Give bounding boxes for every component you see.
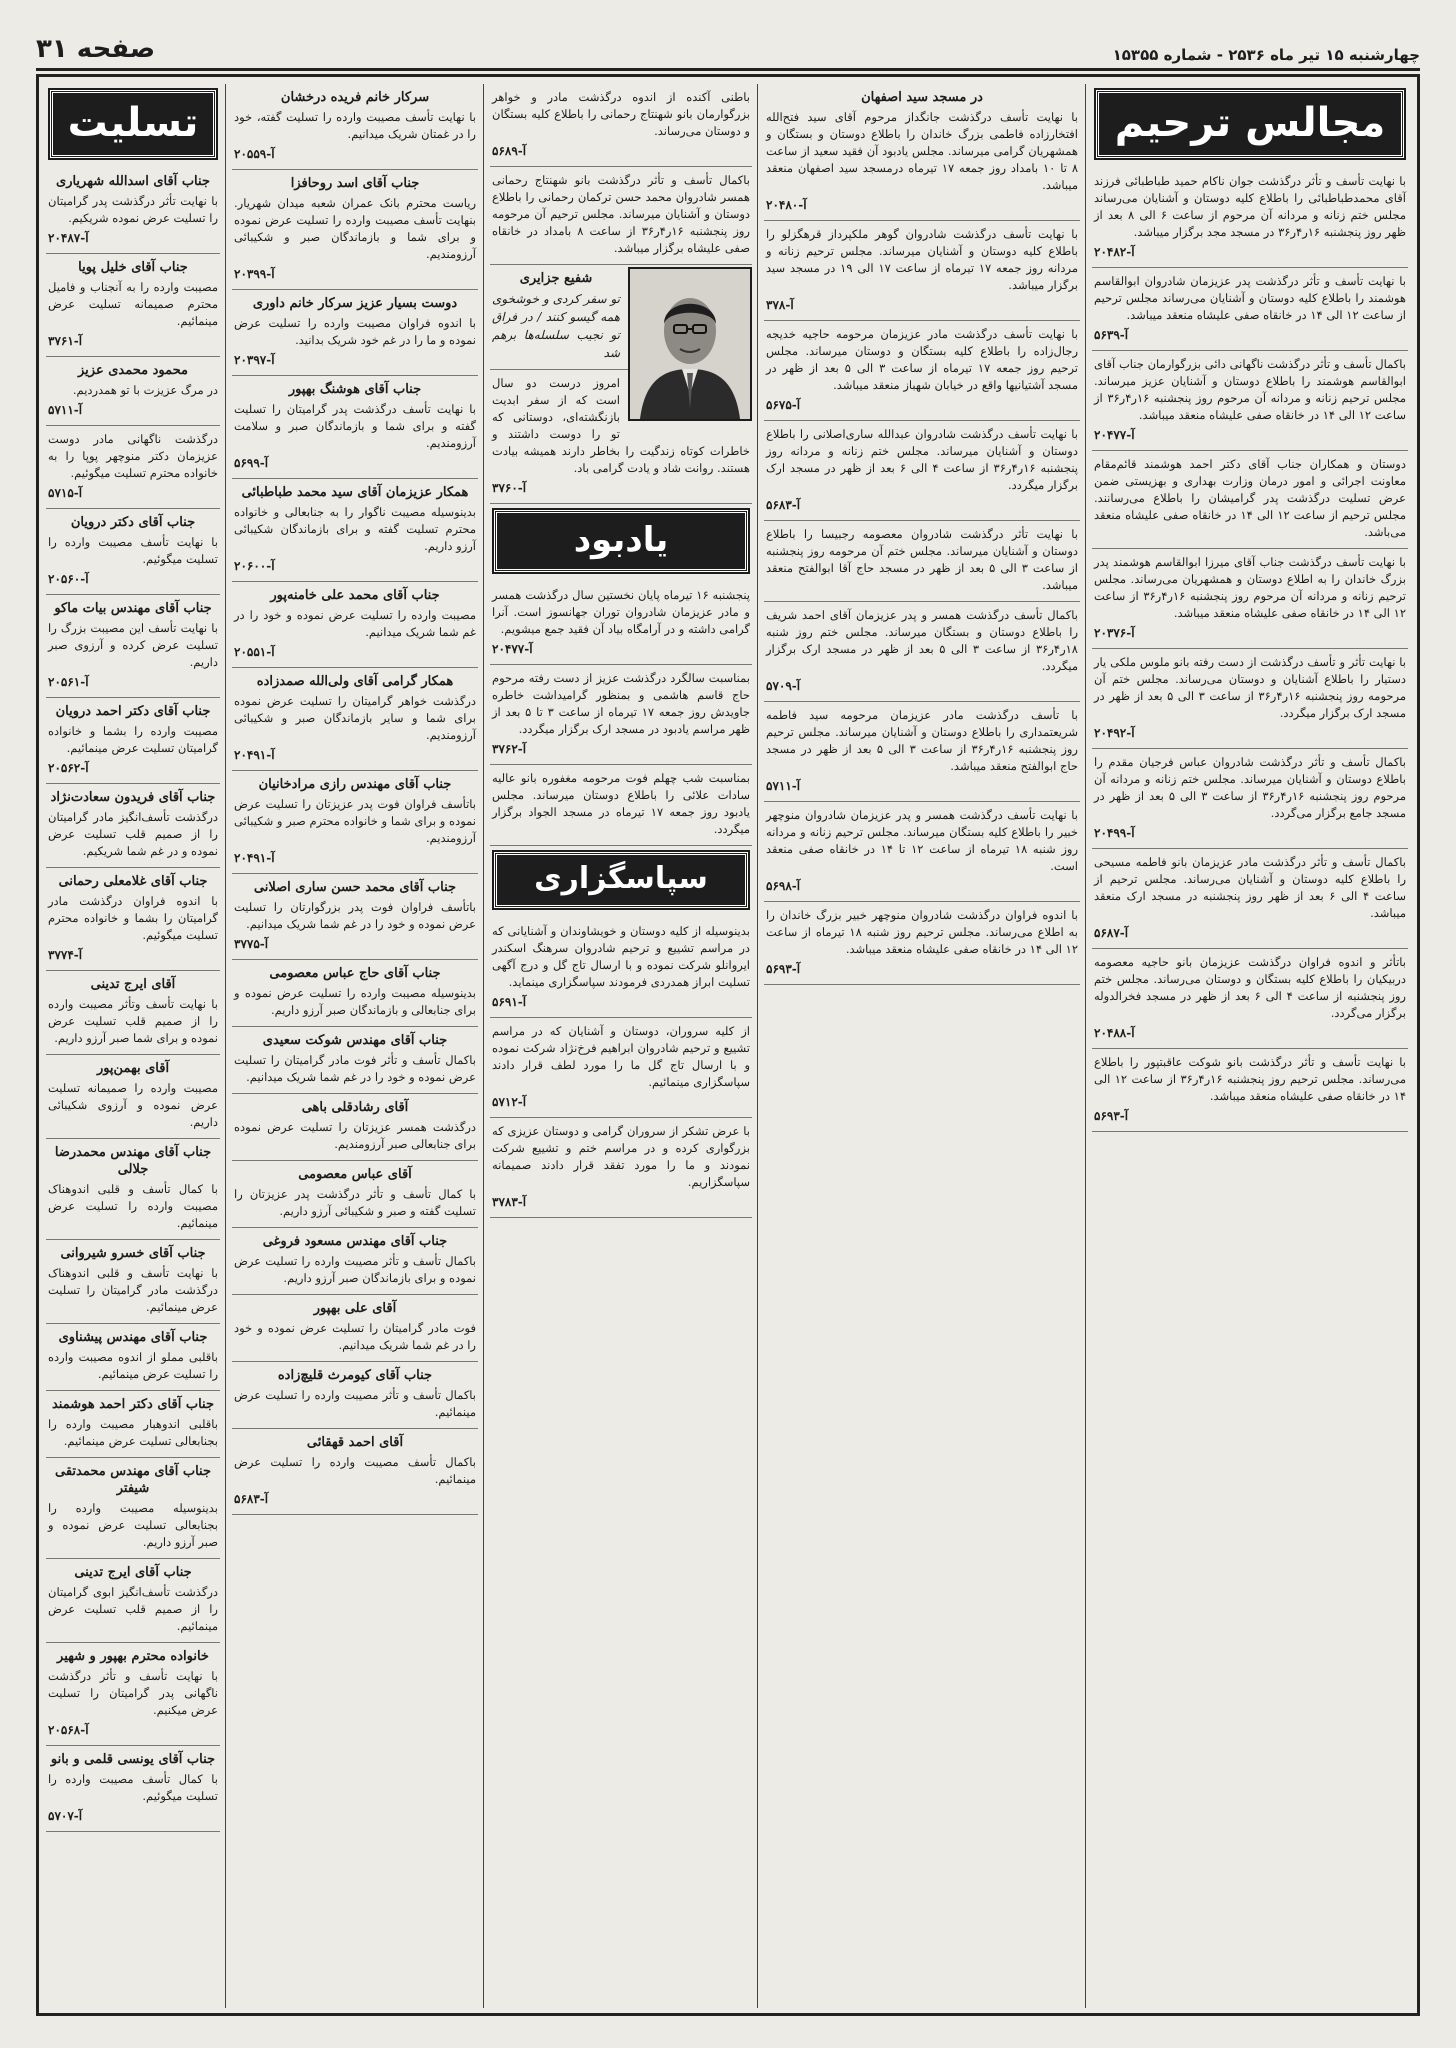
- notice-body: با تأسف درگذشت مادر عزیزمان مرحومه سید فاطمه شریعتمداری را باطلاع دوستان و آشنایان میرساند. مجلس ترحیم روز پنجشنبه ۱۶ر۴ر۳۶ از ساعت ۳ الی ۵ بعد از ظهر در مسجد حاج ابوالفتح منعقد میباشد.: [766, 708, 1078, 773]
- notice: [46, 254, 220, 357]
- masthead: [36, 30, 1420, 71]
- notice-title: محمود محمدی عزیز: [77, 363, 189, 378]
- notice-body: ریاست محترم بانک عمران شعبه میدان شهریار. بنهایت تأسف مصیبت وارده را تسلیت عرض نموده و برای شما و بازماندگان صبر و شکیبائی آرزومندیم.: [234, 196, 476, 261]
- notice-reference: آ-۲۰۵۶۰: [48, 572, 89, 586]
- notice: [46, 357, 220, 426]
- notice: [1092, 351, 1408, 451]
- notice-reference: آ-۲۰۳۹۷: [234, 353, 275, 367]
- notice-body: با اندوه فراوان درگذشت شادروان منوچهر خبیر بزرگ خاندان را به اطلاع می‌رساند. مجلس ترحیم روز شنبه ۱۸ تیرماه از ساعت ۱۲ الی ۱۴ در خانقاه صفی علیشاه منعقد میباشد.: [766, 908, 1079, 956]
- notice-body: با نهایت تأسف درگذشت شادروان عبدالله ساری‌اصلانی را باطلاع دوستان و آشنایان میرساند. مجلس ختم زنانه و مردانه روز پنجشنبه ۱۶ر۴ر۳۶ از ساعت ۴ الی ۶ بعد از ظهر در مسجد ارک برگزار میگردد.: [766, 427, 1078, 492]
- column-5: [46, 84, 220, 2008]
- notice: [232, 1228, 478, 1295]
- notice-body: تو سفر کردی و خوشخوی همه گیسو کنند / در فراق تو نجیب سلسله‌ها برهم شد: [492, 292, 620, 360]
- notice-title: جناب آقای هوشنگ بهپور: [288, 382, 422, 397]
- notice: [764, 602, 1080, 702]
- notice-reference: آ-۲۰۶۰۰: [234, 559, 275, 573]
- notice-body: مصیبت وارده را به آنجناب و فامیل محترم صمیمانه تسلیت عرض مینمائیم.: [48, 280, 218, 328]
- notice-reference: آ-۵۶۳۹: [1094, 328, 1129, 342]
- notice-title: شفیع جزایری: [519, 271, 593, 286]
- notice-title: جناب آقای کیومرث قلیچ‌زاده: [277, 1368, 433, 1383]
- notice-body: فوت مادر گرامیتان را تسلیت عرض نموده و خود را در غم شما شریک میدانیم.: [234, 1321, 476, 1352]
- notice-body: با نهایت تأسف درگذشت جناب آقای میرزا ابوالقاسم هوشمند پدر بزرگ خاندان را به اطلاع دوستان و همشهریان می‌رساند. مجلس ترحیم زنانه و مردانه آن مرحوم روز پنجشنبه ۱۶ر۴ر۳۶ از ساعت ۱۲ الی ۱۴ در خانقاه صفی علیشاه منعقد میباشد.: [1094, 555, 1406, 620]
- notice-title: آقای عباس معصومی: [298, 1167, 412, 1182]
- notice-title: جناب آقای یونسی قلمی و بانو: [50, 1752, 216, 1767]
- notice: [764, 421, 1080, 521]
- notice: [490, 665, 752, 765]
- notice-body: بدینوسیله مصیبت وارده را بجنابعالی تسلیت عرض نموده و صبر آرزو داریم.: [48, 1501, 218, 1549]
- notice-title: جناب آقای غلامعلی رحمانی: [58, 874, 208, 889]
- notice-body: با نهایت تأثر و تأسف درگذشت از دست رفته بانو ملوس ملکی یار دستیار را باطلاع آشنایان و دوستان می‌رساند. مجلس ختم آن مرحومه روز پنجشنبه ۱۶ر۴ر۳۶ از ساعت ۳ الی ۵ بعد از ظهر در مسجد ارک برگزار میگردد.: [1094, 655, 1406, 720]
- notice-body: با نهایت تأثر درگذشت شادروان معصومه رجبیسا را باطلاع دوستان و آشنایان میرساند. مجلس ختم آن مرحومه روز پنجشنبه از ساعت ۳ الی ۵ بعد از ظهر در مسجد حاج آقا ابوالفتح منعقد میباشد.: [766, 527, 1078, 592]
- notice-reference: آ-۲۰۴۸۲: [1094, 245, 1135, 259]
- notice: [46, 1746, 220, 1832]
- notice-body: با اندوه فراوان درگذشت مادر گرامیتان را بشما و خانواده محترم تسلیت میگوئیم.: [48, 894, 218, 942]
- notice-title: در مسجد سید اصفهان: [861, 90, 983, 105]
- notice-title: جناب آقای حاج عباس معصومی: [269, 966, 441, 981]
- column-2: [764, 84, 1080, 2008]
- notice: [764, 84, 1080, 221]
- notice-body: با نهایت تأسف و تأثر درگذشت بانو شوکت عاقبتپور را باطلاع می‌رساند. مجلس ترحیم روز پنجشنبه ۱۶ر۴ر۳۶ از ساعت ۱۲ الی ۱۴ در خانقاه صفی علیشاه منعقد میباشد.: [1094, 1055, 1406, 1103]
- notices-list: [490, 918, 752, 1218]
- notice-title: جناب آقای محمد حسن ساری اصلانی: [253, 880, 457, 895]
- notice: [1092, 168, 1408, 268]
- notice: [764, 221, 1080, 321]
- notice-reference: آ-۵۶۸۳: [766, 498, 801, 512]
- notice-title: جناب آقای ایرج تدینی: [74, 1565, 192, 1580]
- notice-body: با کمال تأسف و تأثر درگذشت پدر عزیزتان را تسلیت گفته و صبر و شکیبائی آرزو داریم.: [234, 1187, 476, 1218]
- notice-reference: آ-۲۰۴۹۱: [234, 748, 275, 762]
- notice-body: بدینوسیله از کلیه دوستان و خویشاوندان و آشنایانی که در مراسم تشییع و ترحیم شادروان سرهنگ اسکندر ایروانلو شرکت نموده و با ارسال تاج گل و درج آگهی تسلیت ابراز همدردی فرمودند سپاسگزاری مینماید.: [492, 924, 750, 989]
- page-number: صفحه ۳۱: [36, 34, 156, 64]
- notice-body: از کلیه سروران، دوستان و آشنایان که در مراسم تشییع و ترحیم شادروان ابراهیم فرخ‌نژاد شرکت نموده و با ارسال تاج گل ما را مورد لطف قرار دادند سپاسگزاری مینمائیم.: [492, 1024, 750, 1089]
- notice-body: باطنی آکنده از اندوه درگذشت مادر و خواهر بزرگوارمان بانو شهنتاج رحمانی را باطلاع کلیه بستگان و دوستان می‌رساند.: [492, 90, 750, 138]
- notice-title: همکار عزیزمان آقای سید محمد طباطبائی: [241, 485, 469, 500]
- notice-reference: آ-۵۷۱۵: [48, 486, 83, 500]
- section-banner-tasliat: تسلیت: [50, 90, 216, 158]
- section-banner-majales: مجالس ترحیم: [1096, 90, 1404, 158]
- notices-list: [1092, 168, 1408, 1132]
- notice-body: باکمال تأسف و تأثر درگذشت ناگهانی دائی بزرگوارمان جناب آقای ابوالقاسم هوشمند را باطلاع دوستان و آشنایان عزیز میرساند. مجلس ترحیم زنانه و مردانه آن مرحوم روز پنجشنبه ۱۶ر۴ر۳۶ از ساعت ۱۲ الی ۱۴ در خانقاه صفی علیشاه منعقد میباشد.: [1094, 357, 1407, 422]
- notice: [764, 521, 1080, 602]
- notice-reference: آ-۵۷۱۱: [48, 403, 83, 417]
- notice: [46, 595, 220, 698]
- notice: [232, 582, 478, 668]
- notice: [232, 1027, 478, 1094]
- notice-reference: آ-۵۶۹۸: [766, 879, 801, 893]
- notice-title: جناب آقای فریدون سعادت‌نژاد: [50, 790, 216, 805]
- notice-body: باتأثر و اندوه فراوان درگذشت عزیزمان بانو حاجیه معصومه دربیکیان را باطلاع کلیه بستگان و دوستان می‌رساند. مجلس ختم روز پنجشنبه از ساعت ۴ الی ۶ بعد از ظهر در مسجد فخرالدوله برگزار می‌گردد.: [1094, 955, 1406, 1020]
- notice-reference: آ-۵۶۸۹: [492, 144, 527, 158]
- notice: [232, 771, 478, 874]
- notice-title: آقای ایرج تدینی: [90, 977, 176, 992]
- notice-reference: آ-۲۰۴۹۲: [1094, 726, 1135, 740]
- notices-list: [490, 84, 752, 265]
- notice: [46, 1055, 220, 1139]
- notice: [764, 702, 1080, 802]
- notice-title: جناب آقای خسرو شیروانی: [60, 1246, 206, 1261]
- notice-body: باکمال تأسف مصیبت وارده را تسلیت عرض مینمائیم.: [234, 1455, 476, 1486]
- notice: [46, 868, 220, 971]
- notice-body: با نهایت تأسف مصیبت وارده را تسلیت میگوئیم.: [48, 535, 218, 566]
- notice: [490, 765, 752, 846]
- notice: [232, 376, 478, 479]
- section-banner-yadbood: یادبود: [494, 510, 748, 572]
- notice-reference: آ-۵۶۹۹: [234, 456, 269, 470]
- notice-body: با نهایت تأثر درگذشت پدر گرامیتان را تسلیت عرض نموده شریکیم.: [48, 194, 218, 225]
- notice-reference: آ-۳۷۸: [766, 298, 794, 312]
- notice-title: آقای رشادقلی باهی: [301, 1100, 409, 1115]
- notice-reference: آ-۲۰۴۸۸: [1094, 1026, 1135, 1040]
- notice-title: جناب آقای اسدالله شهریاری: [56, 174, 210, 189]
- notice: [46, 698, 220, 784]
- notice: [232, 84, 478, 170]
- notice: [490, 1018, 752, 1118]
- notice-reference: آ-۵۶۸۳: [234, 1492, 269, 1506]
- notice: [232, 1161, 478, 1228]
- column-3: [490, 84, 752, 2008]
- notice: [1092, 451, 1408, 549]
- notice-body: باکمال تأسف و تأثر مصیبت وارده را تسلیت عرض نموده و برای بازماندگان صبر آرزو داریم.: [234, 1254, 476, 1285]
- notice-body: با نهایت تأسف و تأثر درگذشت ناگهانی پدر گرامیتان را تسلیت عرض میکنیم.: [48, 1669, 218, 1717]
- notice-title: جناب آقای دکتر احمد درویان: [55, 704, 211, 719]
- notice-title: جناب آقای مهندس شوکت سعیدی: [262, 1033, 448, 1048]
- notice-reference: آ-۲۰۴۸۰: [766, 198, 807, 212]
- notice-reference: آ-۳۷۶۲: [492, 742, 527, 756]
- notice-reference: آ-۲۰۴۷۷: [492, 642, 533, 656]
- notices-list: [232, 84, 478, 1515]
- notice-reference: آ-۲۰۵۶۲: [48, 761, 89, 775]
- notice: [232, 170, 478, 290]
- notice-title: خانواده محترم بهپور و شهیر: [57, 1649, 209, 1664]
- notice-body: باتأسف فراوان فوت پدر بزرگوارتان را تسلیت عرض نموده و خود را در غم شما شریک میدانیم.: [234, 900, 476, 931]
- portrait-photo: [628, 267, 752, 421]
- notice-title: جناب آقای دکتر درویان: [70, 515, 196, 530]
- notice-body: با نهایت تأسف مصیبت وارده را تسلیت گفته، خود را در غمتان شریک میدانیم.: [234, 110, 476, 141]
- notice: [46, 1458, 220, 1559]
- notice-body: باکمال تأسف و تأثر درگذشت بانو شهنتاج رحمانی همسر شادروان محمد حسن ترکمان رحمانی را باطلاع دوستان و آشنایان میرساند. مجلس ترحیم آن مرحومه روز پنجشنبه ۱۶ر۴ر۳۶ از ساعت ۸ بامداد در خانقاه صفی علیشاه برگزار میباشد.: [492, 173, 750, 255]
- notice: [490, 582, 752, 665]
- notice-reference: آ-۳۷۷۴: [48, 948, 83, 962]
- notice-body: درگذشت همسر عزیزتان را تسلیت عرض نموده برای جنابعالی صبر آرزومندیم.: [234, 1120, 476, 1151]
- notices-list: [490, 582, 752, 846]
- notice-reference: آ-۳۷۸۳: [492, 1195, 527, 1209]
- notice-body: مصیبت وارده را بشما و خانواده گرامیتان تسلیت عرض مینمائیم.: [48, 724, 218, 755]
- notice: [1092, 649, 1408, 749]
- notice-body: درگذشت ناگهانی مادر دوست عزیزمان دکتر منوچهر پوپا را به خانواده محترم تسلیت میگوئیم.: [48, 432, 218, 480]
- notice-body: بدینوسیله مصیبت ناگوار را به جنابعالی و خانواده محترم تسلیت گفته و برای بازماندگان شکیبائی آرزو داریم.: [234, 505, 476, 553]
- notice-body: باقلبی مملو از اندوه مصیبت وارده را تسلیت عرض مینمائیم.: [48, 1350, 218, 1381]
- notice-body: باتأسف فراوان فوت پدر عزیزتان را تسلیت عرض نموده و برای شما و خانواده محترم صبر و شکیبائی آرزومندیم.: [234, 797, 476, 845]
- notice: [490, 918, 752, 1018]
- notice-body: با نهایت تأسف وتأثر مصیبت وارده را از صمیم قلب تسلیت عرض نموده و برای شما صبر آرزو داریم.: [48, 997, 218, 1045]
- notice-reference: آ-۳۷۶۱: [48, 334, 83, 348]
- notice: [46, 784, 220, 868]
- notice-body: درگذشت تأسف‌انگیز ابوی گرامیتان را از صمیم قلب تسلیت عرض مینمائیم.: [48, 1585, 218, 1633]
- notice-body: امروز درست دو سال است که از سفر ابدیت بازنگشته‌ای، دوستانی که تو را دوست داشتند و خاطرات کوتاه زندگیت را بخاطر دارند همیشه بیادت هستند. روانت شاد و یادت گرامی باد.: [492, 376, 750, 475]
- notice-body: با نهایت تأسف درگذشت شادروان گوهر ملکپرداز قرهگزلو را باطلاع کلیه دوستان و آشنایان میرساند. مجلس ترحیم زنانه و مردانه روز جمعه ۱۷ تیرماه از ساعت ۱۷ الی ۱۹ در مسجد سید برگزار میباشد.: [766, 227, 1078, 292]
- notice: [46, 1324, 220, 1391]
- notice-body: باکمال تأسف و تأثر فوت مادر گرامیتان را تسلیت عرض نموده و خود را در غم شما شریک میدانیم.: [234, 1053, 476, 1084]
- notice: [232, 1362, 478, 1429]
- notice: [764, 802, 1080, 902]
- notice: [232, 668, 478, 771]
- notice-reference: آ-۵۷۰۷: [48, 1809, 83, 1823]
- notice: [232, 1295, 478, 1362]
- notice-body: با کمال تأسف و قلبی اندوهناک مصیبت وارده را تسلیت عرض مینمائیم.: [48, 1182, 218, 1230]
- notice-reference: آ-۲۰۵۵۱: [234, 645, 275, 659]
- issue-date: چهارشنبه ۱۵ تیر ماه ۲۵۳۶ - شماره ۱۵۳۵۵: [1112, 46, 1420, 64]
- notice: [232, 479, 478, 582]
- notice: [46, 1391, 220, 1458]
- notice: [46, 971, 220, 1055]
- notice: [232, 1429, 478, 1515]
- notice-title: دوست بسیار عزیز سرکار خانم داوری: [252, 296, 458, 311]
- notice-body: با نهایت تأسف درگذشت پدر گرامیتان را تسلیت گفته و برای شما و بازماندگان صبر و سلامت آرزومندیم.: [234, 402, 476, 450]
- notice-reference: آ-۲۰۴۷۷: [1094, 428, 1135, 442]
- notice: [1092, 749, 1408, 849]
- notice: [232, 1094, 478, 1161]
- notice-reference: آ-۵۶۸۷: [1094, 926, 1129, 940]
- notice-reference: آ-۲۰۵۶۸: [48, 1723, 89, 1737]
- notice: [490, 1118, 752, 1218]
- notice-title: آقای بهمن‌پور: [96, 1061, 170, 1076]
- notice: [46, 1643, 220, 1746]
- notice-body: با نهایت تأسف درگذشت همسر و پدر عزیزمان شادروان منوچهر خبیر را باطلاع کلیه بستگان میرساند. مجلس ترحیم زنانه و مردانه روز شنبه ۱۸ تیرماه از ساعت ۱۲ تا ۱۴ در خانقاه صفی منعقد است.: [766, 808, 1079, 873]
- notice: [46, 509, 220, 595]
- notice-title: جناب آقای دکتر احمد هوشمند: [51, 1397, 214, 1412]
- notice-body: با عرض تشکر از سروران گرامی و دوستان عزیزی که بزرگواری کرده و در مراسم ختم و تشییع شرکت نمودند و ما را مورد تفقد قرار دادند صمیمانه سپاسگزاریم.: [492, 1124, 750, 1189]
- notice-reference: آ-۵۶۹۳: [766, 962, 801, 976]
- notice-title: جناب آقای خلیل پویا: [78, 260, 188, 275]
- notice-title: جناب آقای محمد علی خامنه‌پور: [270, 588, 440, 603]
- notice: [764, 902, 1080, 985]
- notice-body: با اندوه فراوان مصیبت وارده را تسلیت عرض نموده و ما را در غم خود شریک بدانید.: [234, 316, 476, 347]
- column-4: [232, 84, 478, 2008]
- notices-list: [764, 84, 1080, 985]
- notice-reference: آ-۲۰۴۹۹: [1094, 826, 1135, 840]
- notice-body: باکمال تأسف و تأثر درگذشت مادر عزیزمان بانو فاطمه مسیحی را باطلاع کلیه دوستان و آشنایان می‌رساند. مجلس ترحیم از ساعت ۴ الی ۶ بعد از ظهر روز پنجشنبه در مسجد ارک منعقد میباشد.: [1094, 855, 1406, 920]
- notice-title: همکار گرامی آقای ولی‌الله صمدزاده: [256, 674, 454, 689]
- notice-body: درگذشت تأسف‌انگیز مادر گرامیتان را از صمیم قلب تسلیت عرض نموده و در غم شما شریکیم.: [48, 810, 218, 858]
- notice: [1092, 268, 1408, 351]
- notice: [46, 1139, 220, 1240]
- notice-body: مصیبت وارده را صمیمانه تسلیت عرض نموده و آرزوی شکیبائی داریم.: [48, 1081, 218, 1129]
- notice: [232, 960, 478, 1027]
- notice-title: جناب آقای مهندس محمدتقی شیفتر: [55, 1464, 211, 1496]
- notice-title: جناب آقای مهندس پیشناوی: [58, 1330, 208, 1345]
- notice-reference: آ-۵۶۹۳: [1094, 1109, 1129, 1123]
- notice-title: جناب آقای مهندس مسعود فروغی: [262, 1234, 448, 1249]
- notice-reference: آ-۵۶۹۱: [492, 995, 527, 1009]
- notice-reference: آ-۲۰۳۷۶: [1094, 626, 1135, 640]
- notice-body: بمناسبت سالگرد درگذشت عزیز از دست رفته مرحوم حاج قاسم هاشمی و بمنظور گرامیداشت خاطره جاویدش روز جمعه ۱۷ تیرماه از ساعت ۳ تا ۵ بعد از ظهر مراسم یادبود در مسجد ارک برگزار میگردد.: [492, 671, 751, 736]
- notice: [232, 874, 478, 960]
- notice-body: مصیبت وارده را تسلیت عرض نموده و خود را در غم شما شریک میدانیم.: [234, 608, 476, 639]
- notice-reference: آ-۳۷۷۵: [234, 937, 269, 951]
- notice-reference: آ-۲۰۵۶۱: [48, 675, 89, 689]
- notice: [490, 167, 752, 265]
- notice-body: باقلبی اندوهبار مصیبت وارده را بجنابعالی تسلیت عرض مینمائیم.: [48, 1417, 218, 1448]
- notice: [46, 426, 220, 509]
- notice-body: پنجشنبه ۱۶ تیرماه پایان نخستین سال درگذشت همسر و مادر عزیزمان شادروان توران جهانسوز است. آنرا گرامی داشته و در آرامگاه بیاد آن فقید جمع میشویم.: [492, 588, 750, 636]
- notice-body: با نهایت تأسف درگذشت جانگداز مرحوم آقای سید فتح‌الله افتخارزاده فاطمی بزرگ خاندان را باطلاع دوستان و بستگان و همشهریان گرامی میرساند. مجلس یادبود آن فقید سعید از ساعت ۸ تا ۱۰ بامداد روز جمعه ۱۷ تیرماه درمسجد سید اصفهان منعقد میباشد.: [766, 110, 1078, 192]
- notice-reference: آ-۵۷۱۲: [492, 1095, 527, 1109]
- column-1: [1092, 84, 1408, 2008]
- notice-title: آقای علی بهپور: [313, 1301, 397, 1316]
- notices-list: [46, 168, 220, 1832]
- notice: [46, 168, 220, 254]
- notice: [490, 84, 752, 167]
- notice-reference: آ-۲۰۴۸۷: [48, 231, 89, 245]
- notice-body: با نهایت تأسف این مصیبت بزرگ را تسلیت عرض کرده و آرزوی صبر داریم.: [48, 621, 218, 669]
- notice-reference: آ-۲۰۵۵۹: [234, 147, 275, 161]
- notice-body: باکمال تأسف و تأثر مصیبت وارده را تسلیت عرض مینمائیم.: [234, 1388, 476, 1419]
- notice: [1092, 549, 1408, 649]
- notice-body: باکمال تأسف و تأثر درگذشت شادروان عباس فرجیان مقدم را باطلاع دوستان و آشنایان میرساند. مجلس ختم زنانه و مردانه آن مرحوم روز پنجشنبه ۱۶ر۴ر۳۶ از ساعت ۳ الی ۵ بعد از ظهر در مسجد جامع برگزار می‌گردد.: [1094, 755, 1406, 820]
- notice: [764, 321, 1080, 421]
- notice: [1092, 1049, 1408, 1132]
- notice-body: باکمال تأسف درگذشت همسر و پدر عزیزمان آقای احمد شریف را باطلاع دوستان و بستگان میرساند. مجلس ختم روز شنبه ۱۸ر۴ر۳۶ از ساعت ۳ الی ۵ بعد از ظهر در مسجد ارک برگزار میگردد.: [766, 608, 1078, 673]
- notice: [1092, 949, 1408, 1049]
- notice-title: آقای احمد قهقائی: [306, 1435, 404, 1450]
- notice-body: در مرگ عزیزت با تو همدردیم.: [72, 383, 218, 397]
- notice-reference: آ-۲۰۴۹۱: [234, 851, 275, 865]
- notice-body: با نهایت تأسف درگذشت مادر عزیزمان مرحومه حاجیه خدیجه رجال‌زاده را باطلاع کلیه بستگان و دوستان میرساند. مجلس ترحیم روز جمعه ۱۷ تیرماه از ساعت ۳ الی ۵ بعد از ظهر در مسجد آشتیانیها واقع در خیابان شهباز منعقد میباشد.: [766, 327, 1078, 392]
- notice-body: دوستان و همکاران جناب آقای دکتر احمد هوشمند قائم‌مقام معاونت اجرائی و امور درمان وزارت بهداری و بهزیستی ضمن عرض تسلیت درگذشت پدر گرامیشان را باطلاع می‌رسانند. مجلس ترحیم از ساعت ۱۲ الی ۱۴ در خانقاه صفی علیشاه منعقد می‌باشد.: [1094, 457, 1406, 539]
- notice: [46, 1559, 220, 1643]
- notice-body: درگذشت خواهر گرامیتان را تسلیت عرض نموده برای شما و سایر بازماندگان صبر و شکیبائی آرزومندیم.: [234, 694, 476, 742]
- notice-reference: آ-۵۷۰۹: [766, 679, 801, 693]
- notice-reference: آ-۵۶۷۵: [766, 398, 801, 412]
- notice-title: جناب آقای مهندس رازی مرادخانیان: [258, 777, 452, 792]
- notice: [46, 1240, 220, 1324]
- section-banner-sepasgozari: سپاسگزاری: [494, 852, 748, 908]
- notice: [232, 290, 478, 376]
- notice-body: با کمال تأسف مصیبت وارده را تسلیت میگوئیم.: [48, 1772, 218, 1803]
- notice: [1092, 849, 1408, 949]
- notice-body: با نهایت تأسف و تأثر درگذشت جوان ناکام حمید طباطبائی فرزند آقای محمدطباطبائی را باطلاع کلیه دوستان و آشنایان می‌رساند مجلس ختم زنانه و مردانه آن مرحوم از ساعت ۶ الی ۸ بعد از ظهر روز پنجشنبه ۱۶ر۴ر۳۶ در مسجد مجد برگزار میباشد.: [1094, 174, 1406, 239]
- notice-title: جناب آقای مهندس محمدرضا جلالی: [54, 1145, 212, 1177]
- notice-title: جناب آقای اسد روحافزا: [290, 176, 420, 191]
- notice-body: بمناسبت شب چهلم فوت مرحومه مغفوره بانو عالیه سادات علائی را باطلاع دوستان میرساند. مجلس یادبود روز جمعه ۱۷ تیرماه در مسجد الجواد برگزار میگردد.: [492, 771, 751, 836]
- notice-body: با نهایت تأسف و تأثر درگذشت پدر عزیزمان شادروان ابوالقاسم هوشمند را باطلاع کلیه دوستان و آشنایان می‌رساند مجلس ترحیم از ساعت ۱۲ الی ۱۴ در خانقاه صفی علیشاه منعقد میباشد.: [1094, 274, 1406, 322]
- notice-reference: آ-۳۷۶۰: [492, 481, 527, 495]
- notice-body: با نهایت تأسف و قلبی اندوهناک درگذشت مادر گرامیتان را تسلیت عرض مینمائیم.: [48, 1266, 218, 1314]
- notice-title: سرکار خانم فریده درخشان: [280, 90, 430, 105]
- notice-title: جناب آقای مهندس بیات ماکو: [54, 601, 212, 616]
- notice-reference: آ-۲۰۳۹۹: [234, 267, 275, 281]
- notice-body: بدینوسیله مصیبت وارده را تسلیت عرض نموده و برای جنابعالی و بازماندگان صبر آرزو داریم.: [234, 986, 476, 1017]
- notice-reference: آ-۵۷۱۱: [766, 779, 801, 793]
